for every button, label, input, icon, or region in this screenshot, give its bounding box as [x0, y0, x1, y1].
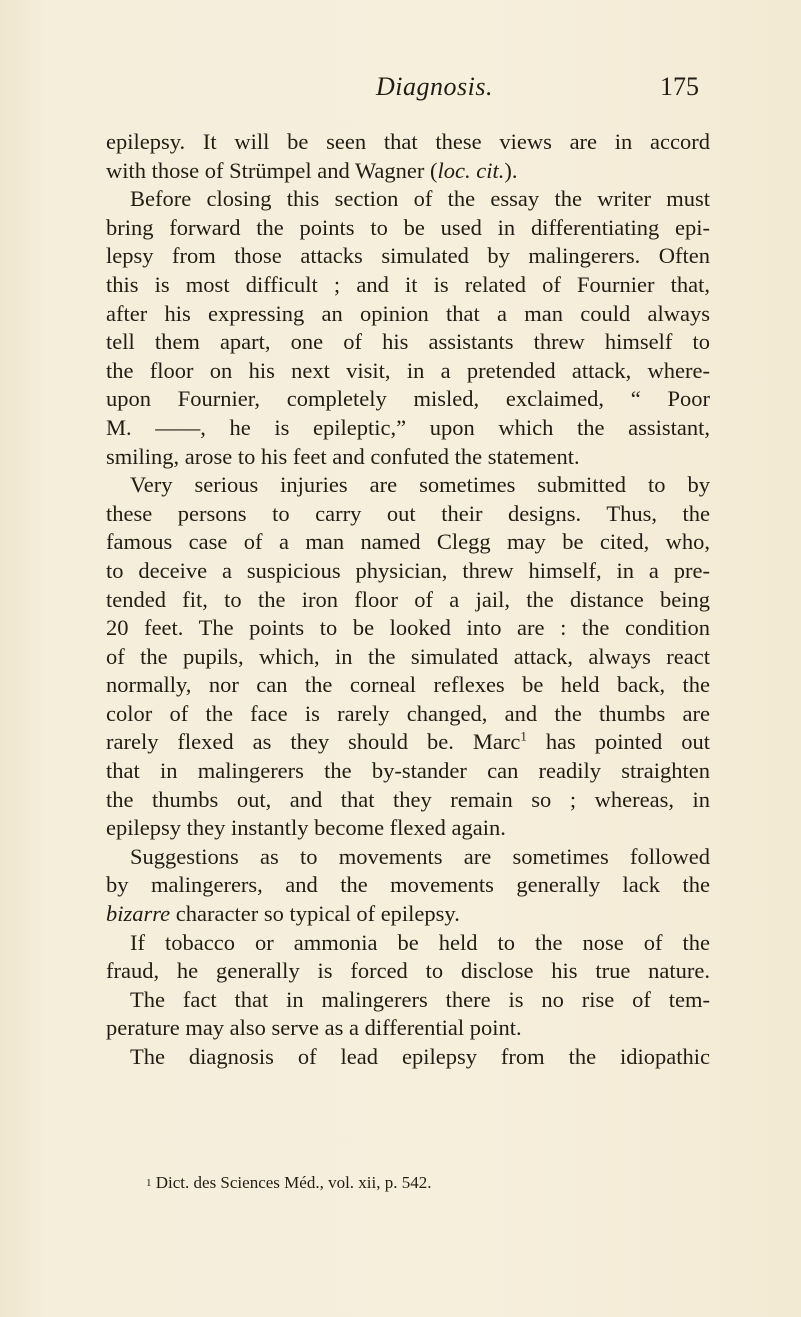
italic-word: bizarre — [106, 901, 171, 927]
text-line: The fact that in malingerers there is no rise of tem- — [130, 986, 710, 1012]
page-header — [0, 72, 801, 112]
text-line: Very serious injuries are sometimes submitted to by — [130, 472, 710, 498]
footnote-text: Dict. des Sciences Méd., vol. xii, p. 542. — [151, 1173, 432, 1192]
text-line: bizarre character so typical of epilepsy. — [106, 901, 460, 927]
page-number: 175 — [660, 72, 699, 101]
text-line: epilepsy they instantly become flexed again. — [106, 815, 506, 841]
text-line: lepsy from those attacks simulated by malingerers. Often — [106, 243, 710, 269]
text-line: epilepsy. It will be seen that these views are in accord — [106, 129, 710, 154]
text-line: the floor on his next visit, in a pretended attack, where- — [106, 357, 710, 383]
text-line: bring forward the points to be used in differentiating epi- — [106, 214, 710, 240]
text-line: fraud, he generally is forced to disclose his true nature. — [106, 958, 710, 984]
text-line: tell them apart, one of his assistants threw himself to — [106, 329, 710, 355]
text-line: these persons to carry out their designs. Thus, the — [106, 500, 710, 526]
text-line: upon Fournier, completely misled, exclaimed, “ Poor — [106, 386, 710, 412]
text-line: M. ——, he is epileptic,” upon which the assistant, — [106, 414, 710, 440]
text-line: this is most difficult ; and it is related of Fournier that, — [106, 271, 710, 297]
running-title: Diagnosis. — [376, 72, 493, 101]
text-line: If tobacco or ammonia be held to the nose of the — [130, 929, 710, 955]
text-line: color of the face is rarely changed, and the thumbs are — [106, 700, 710, 726]
text-line: with those of Strümpel and Wagner (loc. cit.). — [106, 157, 518, 183]
body-text — [106, 128, 710, 1072]
text-line: perature may also serve as a differential point. — [106, 1015, 522, 1041]
text-line: after his expressing an opinion that a man could always — [106, 300, 710, 326]
text-line: to deceive a suspicious physician, threw himself, in a pre- — [106, 557, 710, 583]
text-line: famous case of a man named Clegg may be cited, who, — [106, 529, 710, 555]
text-line: the thumbs out, and that they remain so ; whereas, in — [106, 786, 710, 812]
footnote-marker: 1 — [146, 1177, 152, 1189]
text-line: smiling, arose to his feet and confuted the statement. — [106, 443, 580, 469]
text-line: 20 feet. The points to be looked into are : the condition — [106, 615, 710, 641]
footnote-reference: 1 — [520, 728, 527, 744]
text-line: of the pupils, which, in the simulated attack, always react — [106, 643, 710, 669]
text-line: by malingerers, and the movements generally lack the — [106, 872, 710, 898]
text-line: The diagnosis of lead epilepsy from the idiopathic — [130, 1044, 710, 1069]
italic-citation: loc. cit. — [437, 157, 505, 183]
text-line: Before closing this section of the essay the writer must — [130, 186, 710, 212]
text-line: tended fit, to the iron floor of a jail, the distance being — [106, 586, 710, 612]
text-line: rarely flexed as they should be. Marc$^1$ has pointed out — [106, 728, 710, 755]
footnote — [146, 1172, 706, 1194]
text-line: that in malingerers the by-stander can readily straighten — [106, 758, 710, 784]
text-line: normally, nor can the corneal reflexes be held back, the — [106, 672, 710, 698]
text-line: Suggestions as to movements are sometimes followed — [130, 843, 710, 869]
